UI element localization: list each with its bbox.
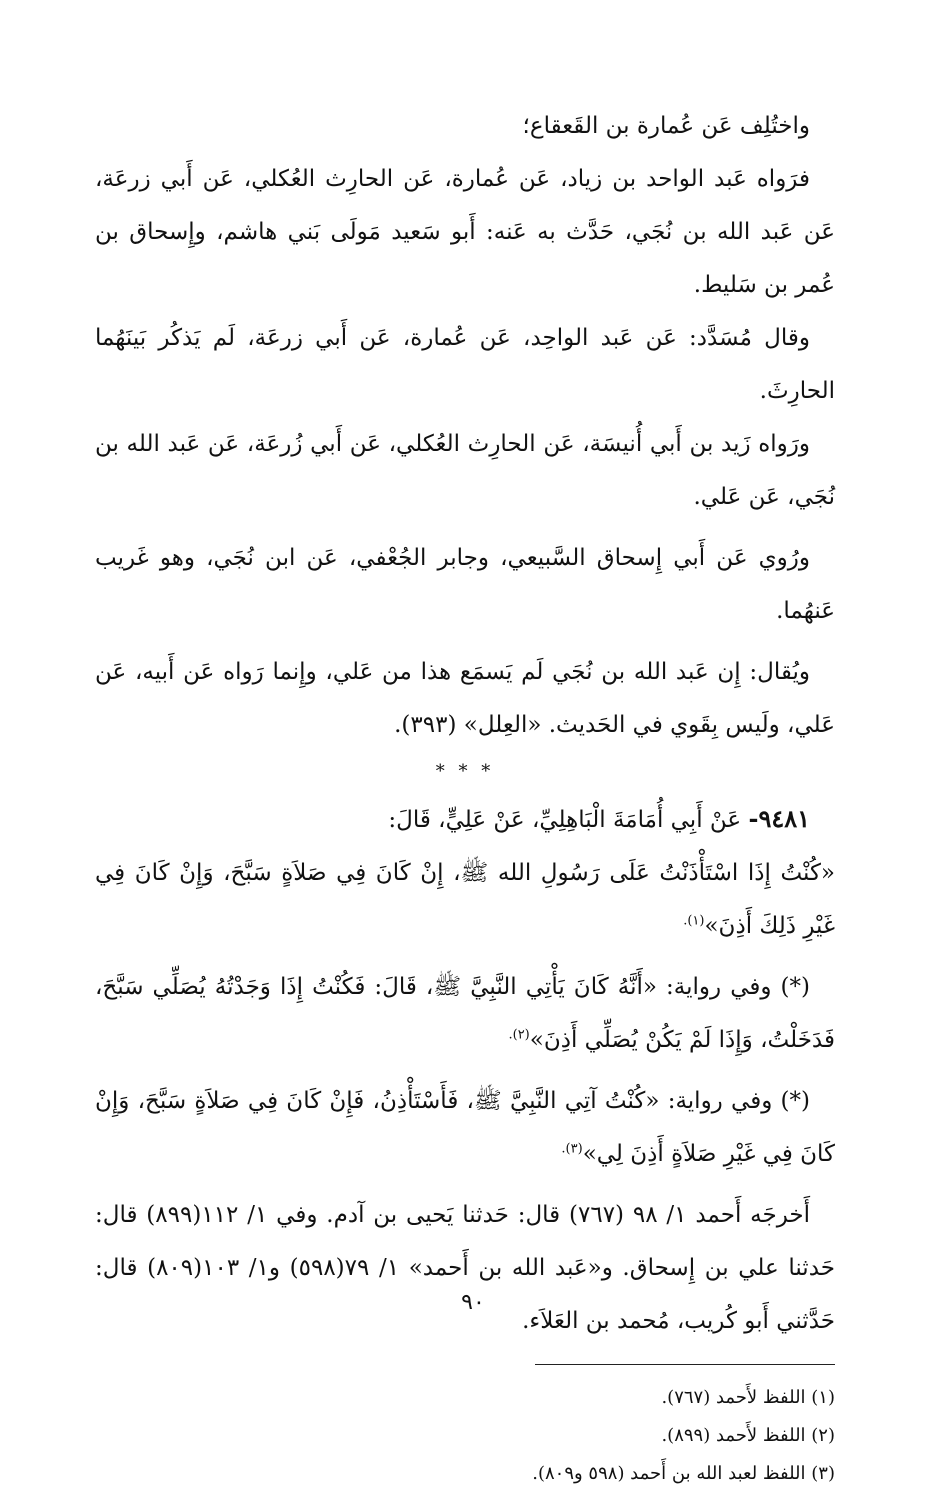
paragraph: فرَواه عَبد الواحد بن زياد، عَن عُمارة، عَن الحارِث العُكلي، عَن أَبي زرعَة، عَن عَبد الله بن نُجَي، حَدَّث به عَنه: أَبو سَعيد مَولَى بَني هاشم، وإِسحاق بن عُمر بن سَليط.: [95, 166, 835, 298]
paragraph: ويُقال: إِن عَبد الله بن نُجَي لَم يَسمَع هذا من عَلي، وإِنما رَواه عَن أَبيه، عَن عَلي، ولَيس بِقَوي في الحَديث. «العِلل» (٣٩٣).: [95, 659, 835, 738]
footnote: (١) اللفظ لأَحمد (٧٦٧).: [661, 1387, 835, 1408]
hadith-heading: [95, 792, 835, 847]
paragraph: ورَواه زَيد بن أَبي أُنيسَة، عَن الحارِث العُكلي، عَن أَبي زُرعَة، عَن عَبد الله بن نُجَي، عَن عَلي.: [95, 431, 835, 510]
footnote-ref: (٣).: [561, 1141, 583, 1157]
page-number: ٩٠: [461, 1290, 485, 1315]
riwaya: [95, 961, 835, 1067]
hadith-isnad: عَنْ أَبِي أُمَامَةَ الْبَاهِلِيِّ، عَنْ عَلِيٍّ، قَالَ:: [388, 807, 742, 833]
hadith-number: ٩٤٨١-: [748, 804, 810, 833]
paragraph: وقال مُسَدَّد: عَن عَبد الواحِد، عَن عُمارة، عَن أَبي زرعَة، لَم يَذكُر بَينَهُما الحارِثَ.: [95, 325, 835, 404]
main-text: [95, 100, 835, 1348]
footnote-ref: (٢).: [508, 1027, 530, 1043]
footnote-divider: [535, 1364, 835, 1365]
footnote: (٣) اللفظ لعبد الله بن أَحمد (٥٩٨ و٨٠٩).: [532, 1463, 835, 1484]
paragraph: واختُلِف عَن عُمارة بن القَعقاع؛: [522, 113, 810, 139]
riwaya-prefix: (*) وفي رواية:: [666, 974, 810, 1000]
paragraph: ورُوي عَن أَبي إِسحاق السَّبيعي، وجابر الجُعْفي، عَن ابن نُجَي، وهو غَريب عَنهُما.: [95, 545, 835, 624]
riwaya-text: «أَنَّهُ كَانَ يَأْتِي النَّبِيَّ ﷺ، قَالَ: فَكُنْتُ إِذَا وَجَدْتُهُ يُصَلِّي سَبَّحَ، فَدَخَلْتُ، وَإِذَا لَمْ يَكُنْ يُصَلِّي أَذِنَ»: [95, 974, 835, 1053]
section-separator: * * *: [435, 761, 495, 782]
hadith-matn: «كُنْتُ إِذَا اسْتَأْذَنْتُ عَلَى رَسُولِ الله ﷺ، إِنْ كَانَ فِي صَلاَةٍ سَبَّحَ، وَإِنْ كَانَ فِي غَيْرِ ذَلِكَ أَذِنَ»: [95, 860, 835, 939]
hadith-matn-line: [95, 847, 835, 953]
takhrij-paragraph: أَخرجَه أَحمد ١/ ٩٨ (٧٦٧) قال: حَدثنا يَحيى بن آدم. وفي ١/ ١١٢(٨٩٩) قال: حَدثنا علي بن إِسحاق. و«عَبد الله بن أَحمد» ١/ ٧٩(٥٩٨) و١/ ١٠٣(٨٠٩) قال: حَدَّثني أَبو كُريب، مُحمد بن العَلاَء.: [95, 1202, 836, 1334]
page-body: [95, 100, 835, 1493]
riwaya-prefix: (*) وفي رواية:: [667, 1088, 810, 1114]
riwaya: [95, 1075, 835, 1181]
footnote: (٢) اللفظ لأَحمد (٨٩٩).: [661, 1425, 835, 1446]
riwaya-text: «كُنْتُ آتِي النَّبِيَّ ﷺ، فَأَسْتَأْذِنُ، فَإِنْ كَانَ فِي صَلاَةٍ سَبَّحَ، وَإِنْ كَانَ فِي غَيْرِ صَلاَةٍ أَذِنَ لِي»: [95, 1088, 835, 1167]
footnotes: [95, 1379, 835, 1493]
footnote-ref: (١).: [683, 913, 705, 929]
